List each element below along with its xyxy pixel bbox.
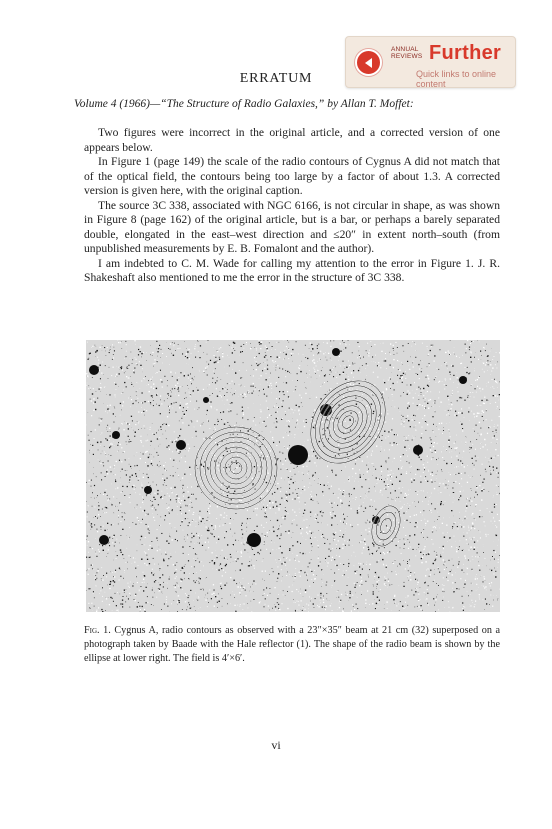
figure-caption-text: Cygnus A, radio contours as observed with a 23″×35″ beam at 21 cm (32) superposed on a photograph taken by Baade with the Hale reflector (1). The shape of the radio beam is shown by the ellipse at lower right. The field is 4′×6′. — [84, 625, 501, 665]
paragraph: Two figures were incorrect in the original article, and a corrected version of one appears below. — [84, 126, 500, 154]
back-arrow-glyph — [363, 57, 375, 69]
further-label: Further — [429, 42, 502, 64]
reviews-label: REVIEWS — [391, 53, 423, 60]
erratum-citation: Volume 4 (1966)—“The Structure of Radio Galaxies,” by Allan T. Moffet: — [74, 98, 414, 110]
radio-contour-photograph — [86, 340, 500, 612]
page-number: vi — [271, 738, 281, 752]
erratum-body — [84, 126, 500, 286]
figure-caption — [84, 624, 500, 667]
annual-reviews-wordmark — [391, 46, 422, 60]
banner-tagline[interactable]: Quick links to online content — [416, 69, 497, 89]
paragraph: In Figure 1 (page 149) the scale of the radio contours of Cygnus A did not match that of the optical field, the contours being too large by a factor of about 1.3. A corrected version is given here, with the original caption. — [84, 155, 500, 198]
page-heading: ERRATUM — [239, 71, 313, 86]
cygnus-a-figure — [86, 340, 500, 612]
paragraph: The source 3C 338, associated with NGC 6166, is not circular in shape, as was shown in Figure 8 (page 162) of the original article, but is a bar, or perhaps a barely separated double, elongated in the east–west direction and ≤20″ in extent north–south (from unpublished measurements by E. B. Fomalont and the author). — [84, 198, 500, 256]
figure-label: Fig. 1. — [84, 625, 111, 636]
paragraph: I am indebted to C. M. Wade for calling my attention to the error in Figure 1. J. R. Shakeshaft also mentioned to me the error in the structure of 3C 338. — [84, 256, 500, 285]
annual-label: ANNUAL — [391, 46, 419, 53]
